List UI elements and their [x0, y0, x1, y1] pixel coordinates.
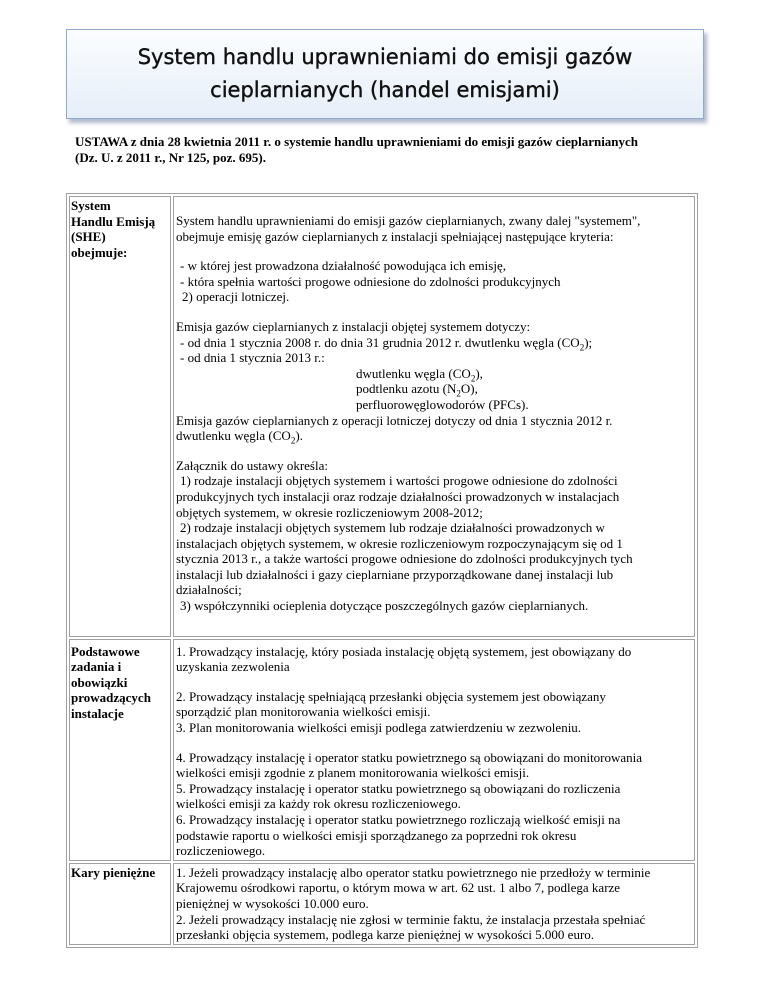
act-reference-line-1: USTAWA z dnia 28 kwietnia 2011 r. o systemie handlu uprawnieniami do emisji gazów cieplarnianych — [75, 134, 639, 149]
period-1: - od dnia 1 stycznia 2008 r. do dnia 31 grudnia 2012 r. dwutlenku węgla $(CO_2)$; — [180, 334, 593, 353]
row-content-she: System handlu uprawnieniami do emisji gazów cieplarnianych, zwany dalej "systemem", obejmuje emisję gazów cieplarnianych z instalacji spełniającej następujące kryteria: - w której jest prowadzona działalność powodująca ich emisję, - która spełnia wartości progowe odniesione do zdolności produkcyjnych 2) operacji lotniczej. Emisja gazów cieplarnianych z instalacji objętej systemem dotyczy: - od dnia 1 stycznia 2008 r. do dnia 31 grudnia 2012 r. dwutlenku węgla $(CO_2)$; - od dnia 1 stycznia 2013 r.: dwutlenku węgla $(CO_2)$, podtlenku azotu $(N_2O)$, perfluorowęglowodorów (PFCs). Emisja gazów cieplarnianych z operacji lotniczej dotyczy od dnia 1 stycznia 2012 r. dwutlenku węgla $(CO_2)$. Załącznik do ustawy określa: 1) rodzaje instalacji objętych systemem i wartości progowe odniesione do zdolności produkcyjnych tych instalacji oraz rodzaje działalności prowadzonych w instalacjach objętych systemem, w okresie rozliczeniowym 2008-2012; 2) rodzaje instalacji objętych systemem lub rodzaje działalności prowadzonych w instalacjach objętych systemem, w okresie rozliczeniowym rozpoczynającym się od 1 stycznia 2013 r., a także wartości progowe odniesione do zdolności produkcyjnych tych instalacji lub działalności i gazy cieplarniane przyporządkowane danej instalacji lub działalności; 3) współczynniki ocieplenia dotyczące poszczególnych gazów cieplarnianych. — [173, 196, 695, 637]
page-title — [138, 41, 633, 107]
aviation-co2: dwutlenku węgla $(CO_2)$. — [176, 428, 303, 446]
row-label-she: System Handlu Emisją (SHE) obejmuje: — [69, 196, 171, 637]
info-table — [66, 193, 698, 948]
row-content-duties: 1. Prowadzący instalację, który posiada instalację objętą systemem, jest obowiązany do uzyskania zezwolenia 2. Prowadzący instalację spełniającą przesłanki objęcia systemem jest obowiązany sporządzić plan monitorowania wielkości emisji. 3. Plan monitorowania wielkości emisji podlega zatwierdzeniu w zezwoleniu. 4. Prowadzący instalację i operator statku powietrznego są obowiązani do monitorowania wielkości emisji zgodnie z planem monitorowania wielkości emisji. 5. Prowadzący instalację i operator statku powietrznego są obowiązani do rozliczenia wielkości emisji za każdy rok okresu rozliczeniowego. 6. Prowadzący instalację i operator statku powietrznego rozliczają wielkość emisji na podstawie raportu o wielkości emisji sporządzanego za poprzedni rok okresu rozliczeniowego. — [173, 639, 695, 861]
gas-n2o: podtlenku azotu $(N_2O)$, — [356, 381, 478, 399]
row-label-duties: Podstawowe zadania i obowiązki prowadzących instalacje — [69, 639, 171, 861]
title-box — [66, 29, 704, 119]
act-reference-line-2: (Dz. U. z 2011 r., Nr 125, poz. 695). — [75, 150, 267, 165]
row-content-penalties: 1. Jeżeli prowadzący instalację albo operator statku powietrznego nie przedłoży w terminie Krajowemu ośrodkowi raportu, o którym mowa w art. 62 ust. 1 albo 7, podlega karze pieniężnej w wysokości 10.000 euro. 2. Jeżeli prowadzący instalację nie zgłosi w terminie faktu, że instalacja przestała spełniać przesłanki objęcia systemem, podlega karze pieniężnej w wysokości 5.000 euro. — [173, 863, 695, 945]
table-row — [69, 639, 695, 861]
gas-co2: dwutlenku węgla $(CO_2)$, — [356, 365, 483, 384]
title-line-2: cieplarnianych (handel emisjami) — [210, 78, 560, 102]
table-row — [69, 863, 695, 945]
title-line-1: System handlu uprawnieniami do emisji gazów — [137, 45, 633, 69]
row-label-penalties: Kary pieniężne — [69, 863, 171, 945]
act-reference — [75, 134, 715, 166]
table-row — [69, 196, 695, 637]
